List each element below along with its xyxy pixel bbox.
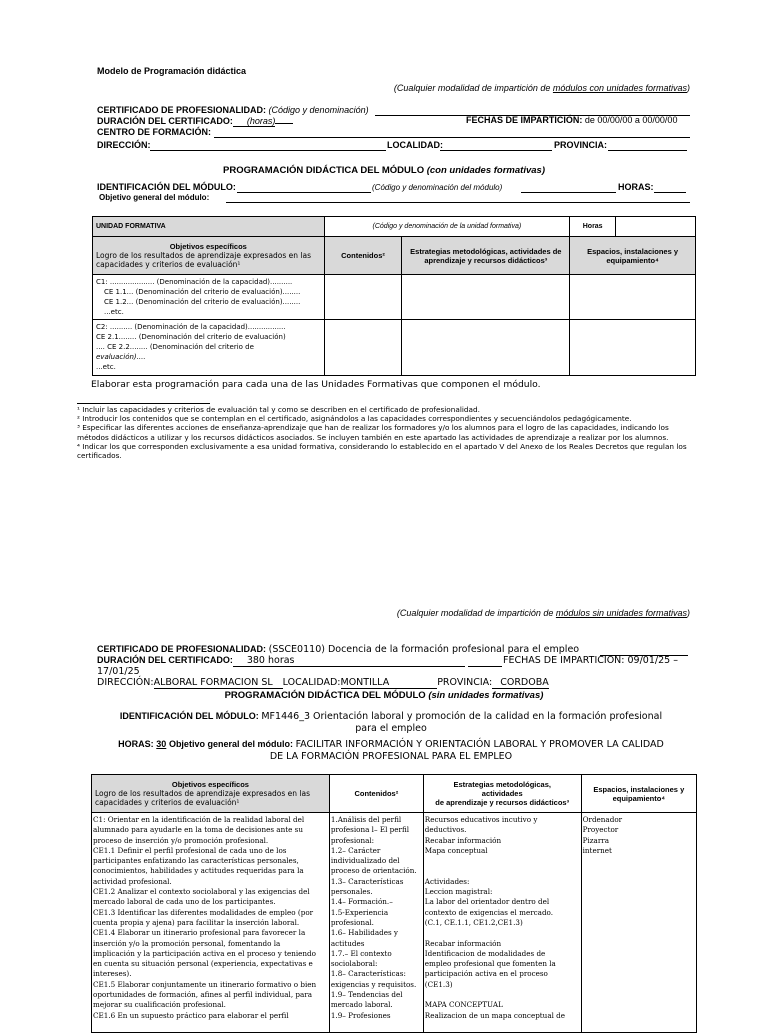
objetivo-value2-bottom: DE LA FORMACIÓN PROFESIONAL PARA EL EMPLEO xyxy=(269,751,513,762)
duration-value-bottom: 380 horas xyxy=(233,655,465,667)
cert-row-top xyxy=(97,105,369,115)
direccion-label: DIRECCIÓN: xyxy=(97,140,151,150)
prog-title-top: PROGRAMACIÓN DIDÁCTICA DEL MÓDULO (con unidades formativas) xyxy=(223,165,545,176)
duration-row-bottom xyxy=(97,655,465,667)
fechas-value2-bottom: 17/01/25 xyxy=(97,666,140,677)
localidad-label-bottom: LOCALIDAD: xyxy=(282,677,341,688)
uf-horas-label: Horas xyxy=(570,217,616,236)
footnote-4: ⁴ Indicar los que corresponden exclusivamente a esa unidad formativa, considerando lo establecido en el apartado V del Anexo de los Reales Decretos que regulan los certificados. xyxy=(77,441,687,461)
fechas-value: de 00/00/00 a 00/00/00 xyxy=(584,115,678,125)
ident-value-bottom: MF1446_3 Orientación laboral y promoción de la calidad en la formación profesional xyxy=(261,711,663,722)
ident-label: IDENTIFICACIÓN DEL MÓDULO: xyxy=(97,182,236,192)
ident-row-bottom xyxy=(0,710,768,735)
direccion-label-bottom: DIRECCIÓN: xyxy=(97,677,154,688)
objetivo-label: Objetivo general del módulo: xyxy=(99,193,210,202)
t2-objetivos-cell: C1: Orientar en la identificación de la realidad laboral del alumnado para ayudarle en la toma de decisiones ante su proceso de inserción y/o promoción profesional. CE1.1 Definir el perfil profesional de cada uno de los participantes enfatizando las características personales, conocimientos, habilidades y actitudes requeridas para la actividad profesional. CE1.2 Analizar el contexto sociolaboral y las exigencias del mercado laboral de cada uno de los participantes. CE1.3 Identificar las diferentes modalidades de empleo (por cuenta propia y ajena) para facilitar la inserción laboral. CE1.4 Elaborar un itinerario profesional para favorecer la inserción y/o la promoción personal, fomentando la implicación y la participación activa en el proceso y teniendo en cuenta su situación personal (experiencia, expectativas e intereses). CE1.5 Elaborar conjuntamente un itinerario formativo o bien oportunidades de formación, afines al perfil individual, para mejorar su cualificación profesional. CE1.6 En un supuesto práctico para elaborar el perfil xyxy=(92,813,330,1033)
horas-value-bottom: 30 xyxy=(156,739,167,749)
t1-col-estrategias: Estrategias metodológicas, actividades de aprendizaje y recursos didácticos³ xyxy=(402,237,570,275)
duration-hint: (horas) xyxy=(233,116,276,127)
mode-note-bottom: (Cualquier modalidad de impartición de módulos sin unidades formativas) xyxy=(396,608,690,618)
provincia-label: PROVINCIA: xyxy=(554,140,608,150)
t2-estrategias-cell: Recursos educativos incutivo y deductivos. Recabar información Mapa conceptual Actividades: Leccion magistral: La labor del orientador dentro del contexto de exigencias el mercado. (C.1, CE.1.1, CE1.2,CE1.3) Recabar información Identificacion de modalidades de empleo profesional que fomenten la participación activa en el proceso (CE1.3) MAPA CONCEPTUAL Realizacion de un mapa conceptual de xyxy=(423,813,581,1033)
localidad-label: LOCALIDAD: xyxy=(387,140,443,150)
t1-col-contenidos: Contenidos² xyxy=(324,237,402,275)
model-title: Modelo de Programación didáctica xyxy=(97,66,247,76)
cert-label: CERTIFICADO DE PROFESIONALIDAD: xyxy=(97,105,267,115)
fechas-label-bottom: FECHAS DE IMPARTICION: xyxy=(503,655,625,666)
t2-col-contenidos: Contenidos² xyxy=(329,775,423,813)
horas-label: HORAS: xyxy=(618,182,654,192)
horas-label-bottom: HORAS: xyxy=(118,739,154,749)
cert-row-bottom xyxy=(97,644,579,655)
fechas-row-bottom xyxy=(503,655,678,666)
cert-hint: (Código y denominación) xyxy=(268,105,369,115)
footnote-1: ¹ Incluir las capacidades y criterios de evaluación tal y como se describen en el certificado de profesionalidad. xyxy=(77,405,480,414)
centro-label: CENTRO DE FORMACIÓN: xyxy=(97,127,211,137)
ident-label-bottom: IDENTIFICACIÓN DEL MÓDULO: xyxy=(119,711,259,721)
mode-note-top: (Cualquier modalidad de impartición de módulos con unidades formativas) xyxy=(393,83,690,93)
provincia-value-bottom: CORDOBA xyxy=(492,677,549,689)
ident-value2-bottom: para el empleo xyxy=(355,723,427,734)
cert-label-bottom: CERTIFICADO DE PROFESIONALIDAD: xyxy=(97,644,267,654)
prog-title-bottom: PROGRAMACIÓN DIDÁCTICA DEL MÓDULO (sin unidades formativas) xyxy=(224,690,544,701)
footnote-3: ³ Especificar las diferentes acciones de enseñanza-aprendizaje que han de realizar los formadores y/o los alumnos para el logro de las capacidades, indicando los métodos didácticos a utilizar y los recursos didácticos asociados. Se incluyen también en este apartado las actividades de aprendizaje a realizar por los alumnos. xyxy=(77,423,669,442)
centro-blank xyxy=(214,137,690,138)
t2-contenidos-cell: 1.Análisis del perfil profesiona l– El perfil profesional: 1.2– Carácter individualizado del proceso de orientación. 1.3– Características personales. 1.4– Formación.– 1.5-Experiencia profesional. 1.6– Habilidades y actitudes 1.7.– El contexto sociolaboral: 1.8– Características: exigencias y requisitos. 1.9– Tendencias del mercado laboral. 1.9– Profesiones xyxy=(329,813,423,1033)
uf-note: Elaborar esta programación para cada una de las Unidades Formativas que componen el módulo. xyxy=(91,379,541,390)
footnote-2: ² Introducir los contenidos que se contemplan en el certificado, asignándolos a las capacidades correspondientes y secuenciándolos pedagógicamente. xyxy=(77,414,632,424)
direccion-value-bottom: ALBORAL FORMACION SL xyxy=(153,677,273,688)
duration-label: DURACIÓN DEL CERTIFICADO: xyxy=(97,116,233,126)
ident-hint: (Código y denominación del módulo) xyxy=(372,183,503,192)
uf-table xyxy=(92,216,696,376)
objetivo-row-bottom xyxy=(0,738,768,763)
cert-value-bottom: (SSCE0110) Docencia de la formación profesional para el empleo xyxy=(268,644,580,655)
duration-row-top xyxy=(97,115,293,126)
objetivo-label-bottom: Objetivo general del módulo: xyxy=(168,739,293,749)
footnote-divider xyxy=(77,403,210,404)
t2-espacios-cell: Ordenador Proyector Pizarra internet xyxy=(581,813,696,1033)
provincia-label-bottom: PROVINCIA: xyxy=(437,677,493,688)
fechas-row-top xyxy=(466,115,677,125)
t1-row1-objetivos: C1: .................... (Denominación de la capacidad).......... CE 1.1... (Denominación del criterio de evaluación)........ CE 1.2... (Denominación del criterio de evaluación)........ ...etc. xyxy=(93,275,325,320)
objetivo-value-bottom: FACILITAR INFORMACIÓN Y ORIENTACIÓN LABORAL Y PROMOVER LA CALIDAD xyxy=(295,739,664,750)
t2-col-espacios: Espacios, instalaciones y equipamiento⁴ xyxy=(581,775,696,813)
localidad-value-bottom: MONTILLA xyxy=(340,677,390,688)
direccion-row-bottom xyxy=(97,677,549,689)
fechas-value-bottom: 09/01/25 – xyxy=(627,655,678,666)
t2-col-objetivos: Objetivos específicos Logro de los resultados de aprendizaje expresados en las capacidades y criterios de evaluación¹ xyxy=(92,775,330,813)
mode-note-bottom-link: módulos sin unidades formativas xyxy=(555,608,687,618)
t1-col-objetivos: Objetivos específicos Logro de los resultados de aprendizaje expresados en las capacidades y criterios de evaluación¹ xyxy=(93,237,325,275)
duration-label-bottom: DURACIÓN DEL CERTIFICADO: xyxy=(97,655,233,665)
mode-note-top-link: módulos con unidades formativas xyxy=(552,83,687,93)
t2-col-estrategias: Estrategias metodológicas, actividades de aprendizaje y recursos didácticos³ xyxy=(423,775,581,813)
footnotes xyxy=(77,405,701,460)
uf-label: UNIDAD FORMATIVA xyxy=(93,217,325,237)
uf-hint: (Código y denominación de la unidad formativa) xyxy=(324,217,570,237)
fechas-label: FECHAS DE IMPARTICIÓN: xyxy=(466,115,583,125)
t1-row2-objetivos: C2: .......... (Denominación de la capacidad)................. CE 2.1........ (Denominación del criterio de evaluación) .... CE 2.2........ (Denominación del criterio de evaluación).... ...etc. xyxy=(93,320,325,376)
modulo-table xyxy=(91,774,697,1033)
t1-col-espacios: Espacios, instalaciones y equipamiento⁴ xyxy=(570,237,696,275)
